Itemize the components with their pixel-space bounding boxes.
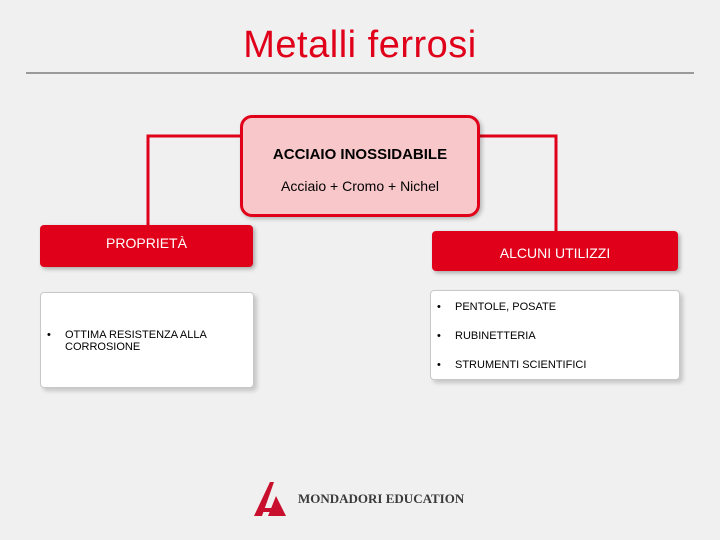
list-item [431,359,671,372]
uses-list-box [430,290,680,380]
properties-header [40,225,253,267]
center-node-subtitle: Acciaio + Cromo + Nichel [281,178,439,194]
bullet-icon: • [437,301,441,313]
center-node-title: ACCIAIO INOSSIDABILE [272,146,448,163]
mondadori-a-logo-icon [250,478,292,518]
properties-list-box [40,292,254,388]
list-item-label: STRUMENTI SCIENTIFICI [455,359,587,371]
uses-header [432,231,678,271]
list-item-label: PENTOLE, POSATE [455,301,557,313]
list-item-label: RUBINETTERIA [455,330,536,342]
publisher-logo [250,478,490,518]
uses-list [431,301,671,388]
uses-header-label: ALCUNI UTILIZZI [499,245,611,261]
properties-list [41,329,241,353]
bullet-icon: • [437,330,441,342]
center-node [240,115,480,217]
slide-title: Metalli ferrosi [243,24,477,66]
publisher-logo-text: MONDADORI EDUCATION [298,491,465,506]
connector-left [148,136,242,227]
bullet-icon: • [47,329,51,341]
list-item [41,329,241,353]
list-item-label: OTTIMA RESISTENZA ALLA CORROSIONE [65,329,207,353]
bullet-icon: • [437,359,441,371]
list-item [431,301,671,314]
list-item [431,330,671,343]
properties-header-label: PROPRIETÀ [106,235,187,251]
connector-right [478,136,556,232]
